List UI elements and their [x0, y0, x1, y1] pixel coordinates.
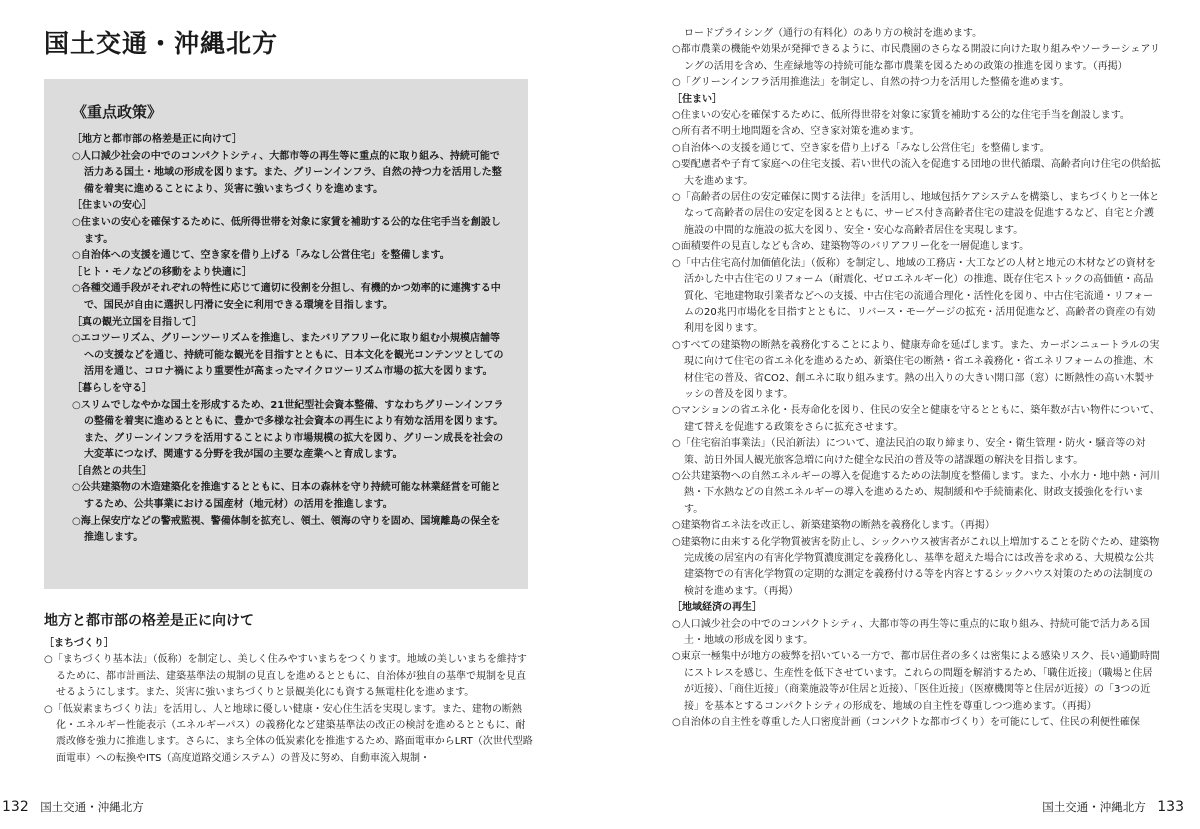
key-policies-box — [44, 79, 528, 589]
paragraph: ○面積要件の見直しなども含め、建築物等のバリアフリー化を一層促進します。 — [672, 241, 1030, 253]
paragraph: ○すべての建築物の断熱を義務化することにより、健康寿命を延ばします。また、カーボンニュートラルの実現に向けて住宅の省エネ化を進めるため、新築住宅の断熱・省エネ義務化・省エネリフォームの推進、木材住宅の普及、省CO2、創エネに取り組みます。熱の出入りの大きい開口部（窓）に断熱性の高い木製サッシの普及を図ります。 — [672, 339, 1160, 400]
paragraph: ロードプライシング（通行の有料化）のあり方の検討を進めます。 — [684, 28, 983, 39]
page-folio-right — [1042, 799, 1184, 815]
right-page — [600, 0, 1200, 829]
paragraph: ○公共建築物への自然エネルギーの導入を促進するための法制度を整備します。また、小水力・地中熱・河川熱・下水熱などの自然エネルギーの導入を進めるため、規制緩和や手続簡素化、財政支援強化を行います。 — [672, 470, 1160, 515]
policy-item: ○各種交通手段がそれぞれの特性に応じて適切に役割を分担し、有機的かつ効率的に連携する中で、国民が自由に選択し円滑に安全に利用できる環境を目指します。 — [72, 283, 501, 311]
section-heading: 地方と都市部の格差是正に向けて — [44, 613, 254, 629]
policy-item: ○海上保安庁などの警戒監視、警備体制を拡充し、領土、領海の守りを固め、国境離島の保全を推進します。 — [72, 515, 501, 544]
paragraph: ○都市農業の機能や効果が発揮できるように、市民農園のさらなる開設に向けた取り組みやソーラーシェアリングの活用を含め、生産緑地等の持続可能な都市農業を図るための政策の推進を図ります。（再掲） — [672, 44, 1160, 72]
subsection-heading: ［地域経済の再生］ — [672, 602, 762, 614]
subsection-heading: ［まちづくり］ — [44, 638, 114, 649]
policy-heading: ［自然との共生］ — [72, 465, 152, 477]
paragraph: ○建築物に由来する化学物質被害を防止し、シックハウス被害者がこれ以上増加することを防ぐため、建築物完成後の居室内の有害化学物質濃度測定を義務化し、基準を超えた場合には改善を求める、大規模な公共建築物での有害化学物質の定期的な測定を義務付ける等を内容とするシックハウス対策のための法制度の検討を進めます。（再掲） — [672, 536, 1160, 597]
paragraph: ○人口減少社会の中でのコンパクトシティ、大都市等の再生等に重点的に取り組み、持続可能で活力ある国土・地域の形成を図ります。 — [672, 618, 1150, 647]
page-title: 国土交通・沖縄北方 — [44, 29, 279, 58]
running-footer: 国土交通・沖縄北方 — [40, 800, 144, 814]
policy-item: ○公共建築物の木造建築化を推進するとともに、日本の森林を守り持続可能な林業経営を可能とするため、公共事業における国産材（地元材）の活用を推進します。 — [72, 482, 501, 511]
paragraph: ○自治体の自主性を尊重した人口密度計画（コンパクトな都市づくり）を可能にして、住民の利便性確保 — [672, 717, 1140, 729]
policy-item: ○スリムでしなやかな国土を形成するため、21世紀型社会資本整備、すなわちグリーンインフラの整備を着実に進めるとともに、豊かで多様な社会資本の再生により有効な活用を図ります。また、グリーンインフラを活用することにより市場規模の拡大を図り、グリーン成長を社会の大変革につなげ、関連する分野を我が国の主要な産業へと育成します。 — [72, 399, 504, 461]
subsection-heading: ［住まい］ — [672, 93, 722, 105]
paragraph: ○「中古住宅高付加価値化法」（仮称）を制定し、地域の工務店・大工などの人材と地元の木材などの資材を活かした中古住宅のリフォーム（耐震化、ゼロエネルギー化）の推進、既存住宅ストックの高価値・高品質化、宅地建物取引業者などへの支援、中古住宅の流通合理化・活性化を図り、中古住宅流通・リフォームの20兆円市場化を目指すとともに、リバース・モーゲージの拡充・活用促進など、高齢者の資産の有効利用を図ります。 — [672, 257, 1156, 335]
paragraph: ○建築物省エネ法を改正し、新築建築物の断熱を義務化します。（再掲） — [672, 520, 995, 532]
paragraph: ○「まちづくり基本法」（仮称）を制定し、美しく住みやすいまちをつくります。地域の美しいまちを維持するために、都市計画法、建築基準法の規制の見直しを進めるとともに、自治体が独自の基準で規制を見直せるようにします。また、災害に強いまちづくりと景観美化にも資する無電柱化を進めます。 — [44, 654, 527, 699]
policy-heading: ［暮らしを守る］ — [72, 382, 152, 394]
page-number: 133 — [1157, 799, 1184, 815]
policy-item: ○人口減少社会の中でのコンパクトシティ、大都市等の再生等に重点的に取り組み、持続可能で活力ある国土・地域の形成を図ります。また、グリーンインフラ、自然の持つ力を活用した整備を着実に進めることにより、災害に強いまちづくりを進めます。 — [72, 150, 502, 195]
policy-item: ○自治体への支援を通じて、空き家を借り上げる「みなし公営住宅」を整備します。 — [72, 250, 450, 262]
paragraph: ○「低炭素まちづくり法」を活用し、人と地球に優しい健康・安心住生活を実現します。また、建物の断熱化・エネルギー性能表示（エネルギーパス）の義務化など建築基準法の改正の検討を進めるとともに、耐震改修を強力に推進します。さらに、まち全体の低炭素化を推進するため、路面電車からLRT（次世代型路面電車）への転換やITS（高度道路交通システム）の普及に努め、自動車流入規制・ — [44, 703, 533, 764]
key-policies-title: 《重点政策》 — [72, 103, 163, 121]
paragraph: ○「高齢者の居住の安定確保に関する法律」を活用し、地域包括ケアシステムを構築し、まちづくりと一体となって高齢者の居住の安定を図るとともに、サービス付き高齢者住宅の建設を促進するなど、自宅と介護施設の中間的な施設の拡大を図り、安全・安心な高齢者居住を実現します。 — [672, 192, 1160, 236]
paragraph: ○所有者不明土地問題を含め、空き家対策を進めます。 — [672, 126, 920, 138]
right-page-body — [672, 26, 1162, 731]
policy-item: ○エコツーリズム、グリーンツーリズムを推進し、またバリアフリー化に取り組む小規模店舗等への支援などを通じ、持続可能な観光を目指すとともに、日本文化を観光コンテンツとしての活用を通じ、コロナ禍により重要性が高まったマイクロツーリズム市場の拡大を図ります。 — [72, 333, 504, 378]
policy-item: ○住まいの安心を確保するために、低所得世帯を対象に家賃を補助する公的な住宅手当を創設します。 — [72, 216, 501, 245]
policy-heading: ［地方と都市部の格差是正に向けて］ — [72, 134, 242, 145]
paragraph: ○要配慮者や子育て家庭への住宅支援、若い世代の流入を促進する団地の世代循環、高齢者向け住宅の供給拡大を進めます。 — [672, 159, 1161, 187]
key-policies-body — [72, 132, 506, 547]
page-folio-left — [2, 799, 144, 815]
running-footer: 国土交通・沖縄北方 — [1042, 800, 1146, 814]
paragraph: ○東京一極集中が地方の疲弊を招いている一方で、都市居住者の多くは密集による感染リスク、長い通勤時間にストレスを感じ、生産性を低下させています。これらの問題を解消するため、「職住近接」（職場と住居が近接）、「商住近接」（商業施設等が住居と近接）、「医住近接」（医療機関等と住居が近接）の「3つの近接」を基本とするコンパクトシティの形成を、地域の自主性を尊重しつつ進めます。（再掲） — [672, 651, 1160, 712]
policy-heading: ［ヒト・モノなどの移動をより快適に］ — [72, 266, 252, 278]
paragraph: ○住まいの安心を確保するために、低所得世帯を対象に家賃を補助する公的な住宅手当を創設します。 — [672, 110, 1130, 122]
policy-heading: ［住まいの安心］ — [72, 200, 152, 212]
page-number: 132 — [2, 799, 29, 815]
paragraph: ○自治体への支援を通じて、空き家を借り上げる「みなし公営住宅」を整備します。 — [672, 142, 1050, 154]
paragraph: ○「住宅宿泊事業法」（民泊新法）について、違法民泊の取り締まり、安全・衛生管理・防火・騒音等の対策、訪日外国人観光旅客急増に向けた健全な民泊の普及等の諸課題の解決を目指します。 — [672, 438, 1146, 466]
left-page-body — [44, 636, 534, 767]
policy-heading: ［真の観光立国を目指して］ — [72, 316, 202, 328]
paragraph: ○「グリーンインフラ活用推進法」を制定し、自然の持つ力を活用した整備を進めます。 — [672, 77, 1070, 89]
paragraph: ○マンションの省エネ化・長寿命化を図り、住民の安全と健康を守るとともに、築年数が古い物件について、建て替えを促進する政策をさらに拡充させます。 — [672, 405, 1160, 433]
